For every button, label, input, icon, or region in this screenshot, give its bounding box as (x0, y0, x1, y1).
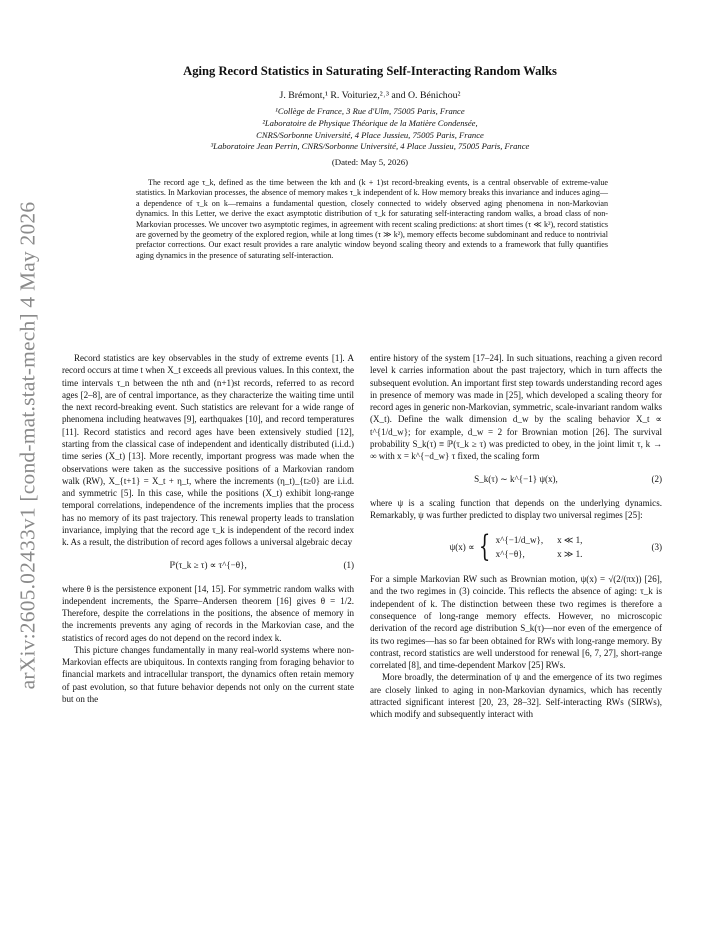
paper-title: Aging Record Statistics in Saturating Self-Interacting Random Walks (183, 64, 557, 78)
body-paragraph: where θ is the persistence exponent [14, 15]. For symmetric random walks with independent increments, the Sparre–Andersen theorem [16] gives θ = 1/2. Therefore, despite the correlations in the positions, the absence of memory in the increments prevents any aging of records in the Markovian case, and the statistics of record ages do not depend on the record index k. (62, 583, 354, 643)
case-expression: x^{−1/d_w}, (495, 535, 544, 546)
right-column (370, 352, 662, 720)
equation-3 (370, 527, 662, 567)
left-column (62, 352, 354, 705)
body-paragraph: This picture changes fundamentally in many real-world systems where non-Markovian effects are ubiquitous. In contexts ranging from foraging behavior to financial markets and intracellular transport, the dynamics often retain memory of past evolution, so that future behavior depends not only on the current state but on the (62, 644, 354, 705)
body-paragraph: where ψ is a scaling function that depends on the underlying dynamics. Remarkably, ψ was further predicted to display two universal regimes [25]: (370, 497, 662, 520)
arxiv-id-text: arXiv:2605.02433v1 [cond-mat.stat-mech] 4 May 2026 (15, 201, 40, 689)
body-paragraph: entire history of the system [17–24]. In such situations, reaching a given record level k carries information about the past trajectory, which in turn affects the subsequent evolution. An important first step towards understanding record ages in presence of memory was made in [25], which developed a scaling theory for record ages in generic non-Markovian, symmetric, scale-invariant random walks (X_t). Define the walk dimension d_w by the scaling behavior X_t ∝ t^{1/d_w}; for example, d_w = 2 for Brownian motion [26]. The survival probability S_k(τ) ≡ ℙ(τ_k ≥ τ) was predicted to obey, in the joint limit τ, k → ∞ with x = k^{−d_w} τ fixed, the scaling form (370, 353, 662, 462)
case-condition: x ≪ 1, (557, 535, 583, 546)
abstract: The record age τ_k, defined as the time between the kth and (k + 1)st record-breaking events, is a central observable of extreme-value statistics. In Markovian processes, the absence of memory makes τ_k independent of k. How memory breaks this invariance and induces aging—a dependence of τ_k on k—remains a fundamental question, closely connected to widely observed aging phenomena in non-Markovian dynamics. In this Letter, we derive the exact asymptotic distribution of τ_k for saturating self-interacting random walks, a broad class of non-Markovian processes. We uncover two asymptotic regimes, in agreement with recent scaling predictions: at short times (τ ≪ k²), record statistics are governed by the geometry of the explored region, while at long times (τ ≫ k²), memory effects become subdominant and reduce to nontrivial prefactor corrections. Our exact result provides a rare analytic window beyond scaling theory and extends to a framework that fully quantifies aging dynamics in the presence of saturating self-interaction. (136, 178, 608, 260)
equation-2-formula: S_k(τ) ∼ k^{−1} ψ(x), (474, 474, 558, 485)
equation-3-lhs: ψ(x) ∝ (449, 541, 475, 552)
arxiv-identifier-stamp (8, 201, 48, 689)
left-brace-glyph: { (478, 529, 490, 565)
equation-3-formula (449, 529, 583, 565)
body-paragraph: Record statistics are key observables in the study of extreme events [1]. A record occurs at time t when X_t exceeds all previous values. In this context, the time intervals τ_n between the nth and (n+1)st records, referred to as record ages [2–8], are of central importance, as they characterize the waiting time until the next record-breaking event. Such statistics are relevant for a wide range of phenomena including heatwaves [9], earthquakes [10], and record temperatures [11]. Record statistics and record ages have been extensively studied [12], starting from the classical case of independent and identically distributed (i.i.d.) time series (X_t) [13]. More recently, important progress was made when the observations were taken as the successive positions of a Markovian random walk (RW), X_{t+1} = X_t + η_t, where the increments (η_t)_{t≥0} are i.i.d. and symmetric [5]. In this case, while the positions (X_t) exhibit long-range temporal correlations, independence of the increments implies that the process has no memory of its past trajectory. This renewal property leads to translation invariance, implying that the record age τ_k is independent of the record index k. As a result, the distribution of record ages follows a universal algebraic decay (62, 353, 354, 548)
affiliation-line: ¹Collège de France, 3 Rue d'Ulm, 75005 Paris, France (275, 106, 465, 116)
affiliations (70, 106, 670, 153)
body-paragraph: More broadly, the determination of ψ and the emergence of its two regimes are closely linked to aging in non-Markovian dynamics, which has recently attracted significant interest [20, 23, 28–32]. Self-interacting RWs (SIRWs), which modify and subsequently interact with (370, 672, 662, 720)
affiliation-line: ²Laboratoire de Physique Théorique de la Matière Condensée, (262, 117, 478, 128)
equation-2-number: (2) (651, 474, 662, 485)
case-condition: x ≫ 1. (557, 548, 583, 559)
body-paragraph: For a simple Markovian RW such as Brownian motion, ψ(x) = √(2/(πx)) [26], and the two regimes in (3) coincide. This reflects the absence of aging: τ_k is independent of k. The distinction between these two regimes is therefore a consequence of long-range memory effects. However, no microscopic derivation of the record age distribution S_k(τ)—nor even of the emergence of its two regimes—has so far been obtained for RWs with long-range memory. By contrast, record statistics are well understood for renewal [6, 7, 27], short-range correlated [8], and time-dependent Markov [25] RWs. (370, 574, 662, 671)
equation-3-cases (496, 534, 583, 560)
equation-1 (62, 553, 354, 579)
equation-1-formula: ℙ(τ_k ≥ τ) ∝ τ^{−θ}, (169, 560, 247, 571)
affiliation-line: ³Laboratoire Jean Perrin, CNRS/Sorbonne Université, 4 Place Jussieu, 75005 Paris, France (210, 141, 530, 152)
equation-2 (370, 467, 662, 493)
equation-3-number: (3) (651, 541, 662, 552)
equation-1-number: (1) (343, 560, 354, 571)
author-list: J. Brémont,¹ R. Voituriez,²˒³ and O. Bénichou² (279, 90, 461, 101)
affiliation-line: CNRS/Sorbonne Université, 4 Place Jussieu, 75005 Paris, France (256, 129, 484, 140)
case-expression: x^{−θ}, (495, 548, 525, 559)
date-line: (Dated: May 5, 2026) (331, 157, 409, 167)
